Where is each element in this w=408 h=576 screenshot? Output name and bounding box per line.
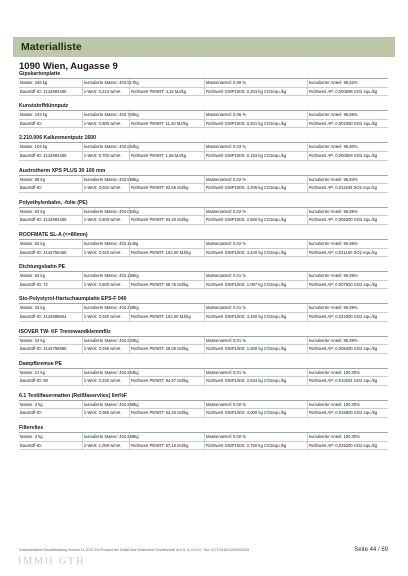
material-row — [19, 272, 388, 281]
material-cell — [129, 176, 204, 184]
material-cell: kumulierter Anteil: 100,00% — [307, 433, 388, 441]
material-cell: Baustoff-ID: 2142755465 — [20, 249, 67, 255]
material-row — [19, 409, 388, 418]
material-cell: Baustoff-ID: 2142758595 — [20, 346, 67, 352]
material-cell: Masse: 43 kg — [20, 305, 45, 311]
material-row — [19, 216, 388, 225]
material-cell: Baustoff-ID: 2142688604 — [20, 313, 67, 319]
material-cell: Richtwert GWP100S: 1,500 kg CO2equ./kg — [204, 345, 307, 353]
material-cell: Masse: 346 kg — [20, 80, 48, 85]
material-cell: kumulierte Masse: 404.114kg — [84, 240, 139, 246]
material-name: ISOVER TW- KF Trennwandklemmfilz — [19, 328, 388, 337]
material-cell: Richtwert AP: 0,025200 SO2 equ./kg — [307, 442, 388, 450]
material-cell: Massenanteil: 0,03 % — [204, 143, 307, 151]
material-cell: Masse: 21 kg — [20, 369, 45, 375]
material-row — [19, 176, 388, 185]
material-cell: kumulierter Anteil: 96,98% — [307, 272, 388, 280]
material-cell: Masse: 53 kg — [20, 273, 45, 279]
material-cell: Richtwert PENRT: 84,87 MJ/kg — [129, 377, 204, 385]
material-cell: Massenanteil: 0,01 % — [204, 337, 307, 345]
footer-text: Dokumentation Bauteilkatalog Version 11.2021 Ein Produkt der BuildDesk Österreich Gesellschaft m.b.H. & Co.KG. Snr: ECT-201811260002018 — [19, 548, 249, 552]
material-cell: Richtwert GWP100S: 3,450 kg CO2equ./kg — [204, 313, 307, 321]
material-cell: kumulierter Anteil: 96,95% — [307, 208, 388, 216]
material-cell: Richtwert PENRT: 29,00 MJ/kg — [129, 345, 204, 353]
material-row — [19, 369, 388, 378]
material-cell: Richtwert GWP100S: 0,153 kg CO2equ./kg — [204, 152, 307, 160]
material-block — [19, 134, 388, 160]
material-cell: λ-Wert: 0,500 w/mK — [82, 281, 129, 289]
project-title: 1090 Wien, Augasse 9 — [19, 61, 118, 72]
material-cell: Baustoff-ID: — [20, 185, 43, 191]
material-cell: Masse: 243 kg — [20, 112, 48, 118]
material-cell: kumulierter Anteil: 96,99% — [307, 337, 388, 345]
material-cell: kumulierter Anteil: 96,88% — [307, 111, 388, 119]
material-row — [19, 240, 388, 249]
material-name: Kunststoffdünnputz — [19, 102, 388, 111]
page-title: Materialliste — [21, 41, 82, 53]
material-name: 6.1 Textilfasermatten (Reißfaservlies) 6m%F — [19, 392, 388, 401]
material-cell: kumulierte Masse: 403.760kg — [84, 112, 139, 118]
material-cell: Richtwert PENRT: 97,10 MJ/kg — [129, 442, 204, 450]
material-cell: λ-Wert: 1,000 w/mK — [82, 442, 129, 450]
material-row — [19, 442, 388, 451]
material-cell — [129, 208, 204, 216]
material-cell: Richtwert GWP100S: 2,634 kg CO2equ./kg — [204, 377, 307, 385]
material-cell: Massenanteil: 0,06 % — [204, 111, 307, 119]
material-cell: λ-Wert: 0,330 w/mK — [82, 377, 129, 385]
material-block — [19, 199, 388, 225]
material-row — [19, 120, 388, 129]
material-name: 2.210.006 Kalkzementputz 1600 — [19, 134, 388, 143]
material-row — [19, 88, 388, 97]
material-block — [19, 328, 388, 354]
material-cell: Massenanteil: 0,09 % — [204, 79, 307, 87]
material-cell: λ-Wert: 0,500 w/mK — [82, 216, 129, 224]
material-cell: Baustoff-ID: — [20, 442, 43, 448]
material-cell: Massenanteil: 0,01 % — [204, 369, 307, 377]
material-cell: kumulierter Anteil: 100,00% — [307, 401, 388, 409]
material-cell — [129, 401, 204, 409]
material-cell: Massenanteil: 0,01 % — [204, 272, 307, 280]
material-cell: Massenanteil: 0,01 % — [204, 304, 307, 312]
material-block — [19, 392, 388, 418]
material-cell: Richtwert GWP100S: 4,205 kg CO2equ./kg — [204, 184, 307, 192]
material-block — [19, 231, 388, 257]
material-cell: Richtwert PENRT: 102,00 MJ/kg — [129, 313, 204, 321]
material-cell: Richtwert PENRT: 93,40 MJ/kg — [129, 216, 204, 224]
material-cell: Richtwert PENRT: 93,56 MJ/kg — [129, 184, 204, 192]
material-cell: Baustoff-ID: 2142684286 — [20, 88, 67, 94]
material-cell: kumulierter Anteil: 96,90% — [307, 143, 388, 151]
material-cell: kumulierte Masse: 403.864kg — [84, 144, 139, 150]
material-cell — [129, 143, 204, 151]
material-row — [19, 111, 388, 120]
material-cell: Baustoff-ID: 72 — [20, 281, 48, 287]
material-name: Gipskartonplatte — [19, 70, 388, 79]
material-row — [19, 345, 388, 354]
material-cell: Richtwert AP: 0,016800 SO2 equ./kg — [307, 409, 388, 417]
material-cell: Baustoff-ID: — [20, 120, 43, 126]
material-cell: kumulierter Anteil: 96,99% — [307, 304, 388, 312]
material-cell: kumulierte Masse: 404.254kg — [84, 369, 139, 375]
material-row — [19, 208, 388, 217]
material-name: Filtervlies — [19, 424, 388, 433]
material-cell: kumulierte Masse: 403.517kg — [84, 80, 139, 85]
material-cell: λ-Wert: 0,040 w/mK — [82, 313, 129, 321]
material-cell: Richtwert GWP100S: 2,750 kg CO2equ./kg — [204, 442, 307, 450]
material-cell: Richtwert AP: 0,005300 SO2 equ./kg — [307, 216, 388, 224]
material-block — [19, 360, 388, 386]
material-cell: Massenanteil: 0,02 % — [204, 176, 307, 184]
material-name: Dichtungsbahn PE — [19, 263, 388, 272]
material-row — [19, 143, 388, 152]
material-cell — [129, 111, 204, 119]
material-cell — [129, 79, 204, 87]
material-cell: Baustoff-ID: — [20, 410, 43, 416]
material-cell: Richtwert GWP100S: 0,401 kg CO2equ./kg — [204, 120, 307, 128]
material-row — [19, 337, 388, 346]
material-block — [19, 102, 388, 128]
material-cell: Masse: 95 kg — [20, 176, 45, 182]
material-cell: λ-Wert: 0,210 w/mK — [82, 88, 129, 96]
material-name: Austrotherm XPS PLUS 30 100 mm — [19, 167, 388, 176]
material-cell: λ-Wert: 0,700 w/mK — [82, 152, 129, 160]
material-cell: λ-Wert: 0,900 w/mK — [82, 120, 129, 128]
material-cell: Richtwert AP: 0,010251 SO2 equ./kg — [307, 377, 388, 385]
material-cell: Massenanteil: 0,02 % — [204, 240, 307, 248]
material-cell: Richtwert AP: 0,002360 SO2 equ./kg — [307, 120, 388, 128]
material-row — [19, 377, 388, 386]
material-name: Dampfbremse PE — [19, 360, 388, 369]
material-row — [19, 304, 388, 313]
material-cell: Richtwert AP: 0,006400 SO2 equ./kg — [307, 345, 388, 353]
material-cell — [129, 433, 204, 441]
material-cell: Baustoff-ID: 2142684286 — [20, 217, 67, 223]
material-cell: λ-Wert: 0,032 w/mK — [82, 184, 129, 192]
material-row — [19, 281, 388, 290]
material-cell: kumulierte Masse: 404.259kg — [84, 434, 139, 440]
material-cell — [129, 337, 204, 345]
material-row — [19, 313, 388, 322]
materials-list — [19, 70, 388, 456]
material-cell: kumulierte Masse: 404.233kg — [84, 337, 139, 343]
material-cell: Richtwert AP: 0,000559 SO2 equ./kg — [307, 152, 388, 160]
material-cell — [129, 240, 204, 248]
material-cell: Richtwert PENRT: 4,34 MJ/kg — [129, 88, 204, 96]
material-cell: Richtwert PENRT: 68,76 MJ/kg — [129, 281, 204, 289]
material-cell: Massenanteil: 0,00 % — [204, 401, 307, 409]
material-cell: Richtwert AP: 0,022300 SO2 equ./kg — [307, 313, 388, 321]
material-row — [19, 184, 388, 193]
material-cell: Baustoff-ID: 68 — [20, 378, 48, 384]
material-cell: kumulierter Anteil: 96,96% — [307, 240, 388, 248]
material-cell: kumulierter Anteil: 100,00% — [307, 369, 388, 377]
material-cell: Massenanteil: 0,00 % — [204, 433, 307, 441]
material-block — [19, 263, 388, 289]
material-cell: Baustoff-ID: 2142684286 — [20, 152, 67, 158]
company-logo: IMMO GTH — [18, 556, 86, 567]
material-cell: Richtwert PENRT: 64,20 MJ/kg — [129, 409, 204, 417]
material-cell: kumulierte Masse: 404.258kg — [84, 401, 139, 407]
material-name: Sto-Polystyrol-Hartschaumplatte EPS-F 040 — [19, 295, 388, 304]
material-block — [19, 295, 388, 321]
material-name: ROOFMATE SL-A (<=80mm) — [19, 231, 388, 240]
material-cell — [129, 369, 204, 377]
material-row — [19, 152, 388, 161]
material-cell: kumulierte Masse: 403.959kg — [84, 176, 139, 182]
material-row — [19, 79, 388, 88]
material-cell: Richtwert GWP100S: 4,000 kg CO2equ./kg — [204, 409, 307, 417]
material-cell: Richtwert GWP100S: 3,440 kg CO2equ./kg — [204, 249, 307, 257]
material-cell: Richtwert GWP100S: 2,550 kg CO2equ./kg — [204, 216, 307, 224]
material-cell — [129, 304, 204, 312]
material-block — [19, 424, 388, 450]
page-number: Seite 44 / 69 — [354, 547, 388, 553]
material-cell: Richtwert PENRT: 102,00 MJ/kg — [129, 249, 204, 257]
material-cell: Massenanteil: 0,02 % — [204, 208, 307, 216]
material-row — [19, 401, 388, 410]
material-cell: λ-Wert: 0,033 w/mK — [82, 249, 129, 257]
material-row — [19, 433, 388, 442]
material-block — [19, 167, 388, 193]
material-cell: Richtwert PENRT: 11,40 MJ/kg — [129, 120, 204, 128]
material-cell: kumulierter Anteil: 96,82% — [307, 79, 388, 87]
material-cell: kumulierte Masse: 404.052kg — [84, 208, 139, 214]
material-cell: Richtwert AP: 0,000698 SO2 equ./kg — [307, 88, 388, 96]
material-cell: Richtwert AP: 0,011539 SO2 equ./kg — [307, 184, 388, 192]
material-cell: Masse: 62 kg — [20, 240, 45, 246]
material-cell: λ-Wert: 0,036 w/mK — [82, 345, 129, 353]
material-cell: Masse: 24 kg — [20, 337, 45, 343]
material-cell: Masse: 104 kg — [20, 144, 48, 150]
material-cell: Masse: 93 kg — [20, 208, 45, 214]
material-cell: λ-Wert: 0,055 w/mK — [82, 409, 129, 417]
material-row — [19, 249, 388, 258]
material-cell — [129, 272, 204, 280]
material-cell: Masse: 3 kg — [20, 434, 43, 440]
material-cell: Richtwert AP: 0,007820 SO2 equ./kg — [307, 281, 388, 289]
material-cell: kumulierte Masse: 404.166kg — [84, 273, 139, 279]
material-cell: Richtwert GWP100S: 2,097 kg CO2equ./kg — [204, 281, 307, 289]
material-cell: kumulierter Anteil: 96,93% — [307, 176, 388, 184]
title-band — [13, 37, 395, 57]
material-block — [19, 70, 388, 96]
material-cell: Richtwert AP: 0,021100 SO2 equ./kg — [307, 249, 388, 257]
material-cell: Richtwert PENRT: 1,58 MJ/kg — [129, 152, 204, 160]
material-cell: Masse: 3 kg — [20, 401, 43, 407]
material-name: Polyethylenbahn, -folie (PE) — [19, 199, 388, 208]
material-cell: Richtwert GWP100S: 0,203 kg CO2equ./kg — [204, 88, 307, 96]
material-cell: kumulierte Masse: 404.209kg — [84, 305, 139, 311]
